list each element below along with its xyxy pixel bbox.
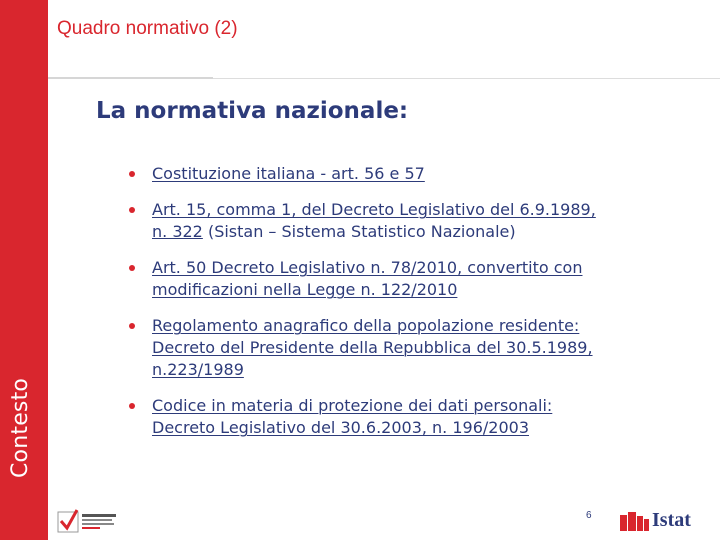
header-divider-accent (48, 77, 213, 79)
list-item[interactable] (128, 315, 688, 381)
law-link[interactable]: Decreto Legislativo del 30.6.2003, n. 196/2003 (152, 418, 529, 437)
istat-logo (620, 509, 712, 533)
slide-title: Quadro normativo (2) (57, 18, 238, 39)
sidebar-label: Contesto (8, 377, 33, 478)
law-link[interactable]: Costituzione italiana - art. 56 e 57 (152, 164, 425, 183)
list-item[interactable] (128, 163, 688, 185)
law-link[interactable]: Codice in materia di protezione dei dati personali: (152, 396, 553, 415)
bullet-icon (129, 265, 135, 271)
istat-mark-icon (620, 511, 650, 531)
bullet-icon (129, 403, 135, 409)
law-link[interactable]: Art. 50 Decreto Legislativo n. 78/2010, convertito con (152, 258, 583, 277)
page-number: 6 (586, 510, 592, 521)
section-heading: La normativa nazionale: (96, 98, 409, 124)
law-link-part[interactable]: n. 322 (152, 222, 203, 241)
bullet-icon (129, 171, 135, 177)
census-logo-icon (56, 506, 122, 538)
law-link[interactable]: Regolamento anagrafico della popolazione residente: (152, 316, 580, 335)
istat-wordmark: Istat (652, 509, 691, 531)
law-link[interactable]: Art. 15, comma 1, del Decreto Legislativo del 6.9.1989, (152, 200, 596, 219)
law-note: (Sistan – Sistema Statistico Nazionale) (202, 222, 516, 241)
bullet-icon (129, 323, 135, 329)
bullet-icon (129, 207, 135, 213)
law-link[interactable]: Decreto del Presidente della Repubblica del 30.5.1989, (152, 338, 593, 357)
sidebar-band (0, 0, 48, 540)
list-item[interactable] (128, 257, 688, 301)
law-link[interactable]: modificazioni nella Legge n. 122/2010 (152, 280, 458, 299)
law-link[interactable]: n.223/1989 (152, 360, 244, 379)
list-item[interactable] (128, 199, 688, 243)
law-list (128, 163, 688, 439)
list-item[interactable] (128, 395, 688, 439)
